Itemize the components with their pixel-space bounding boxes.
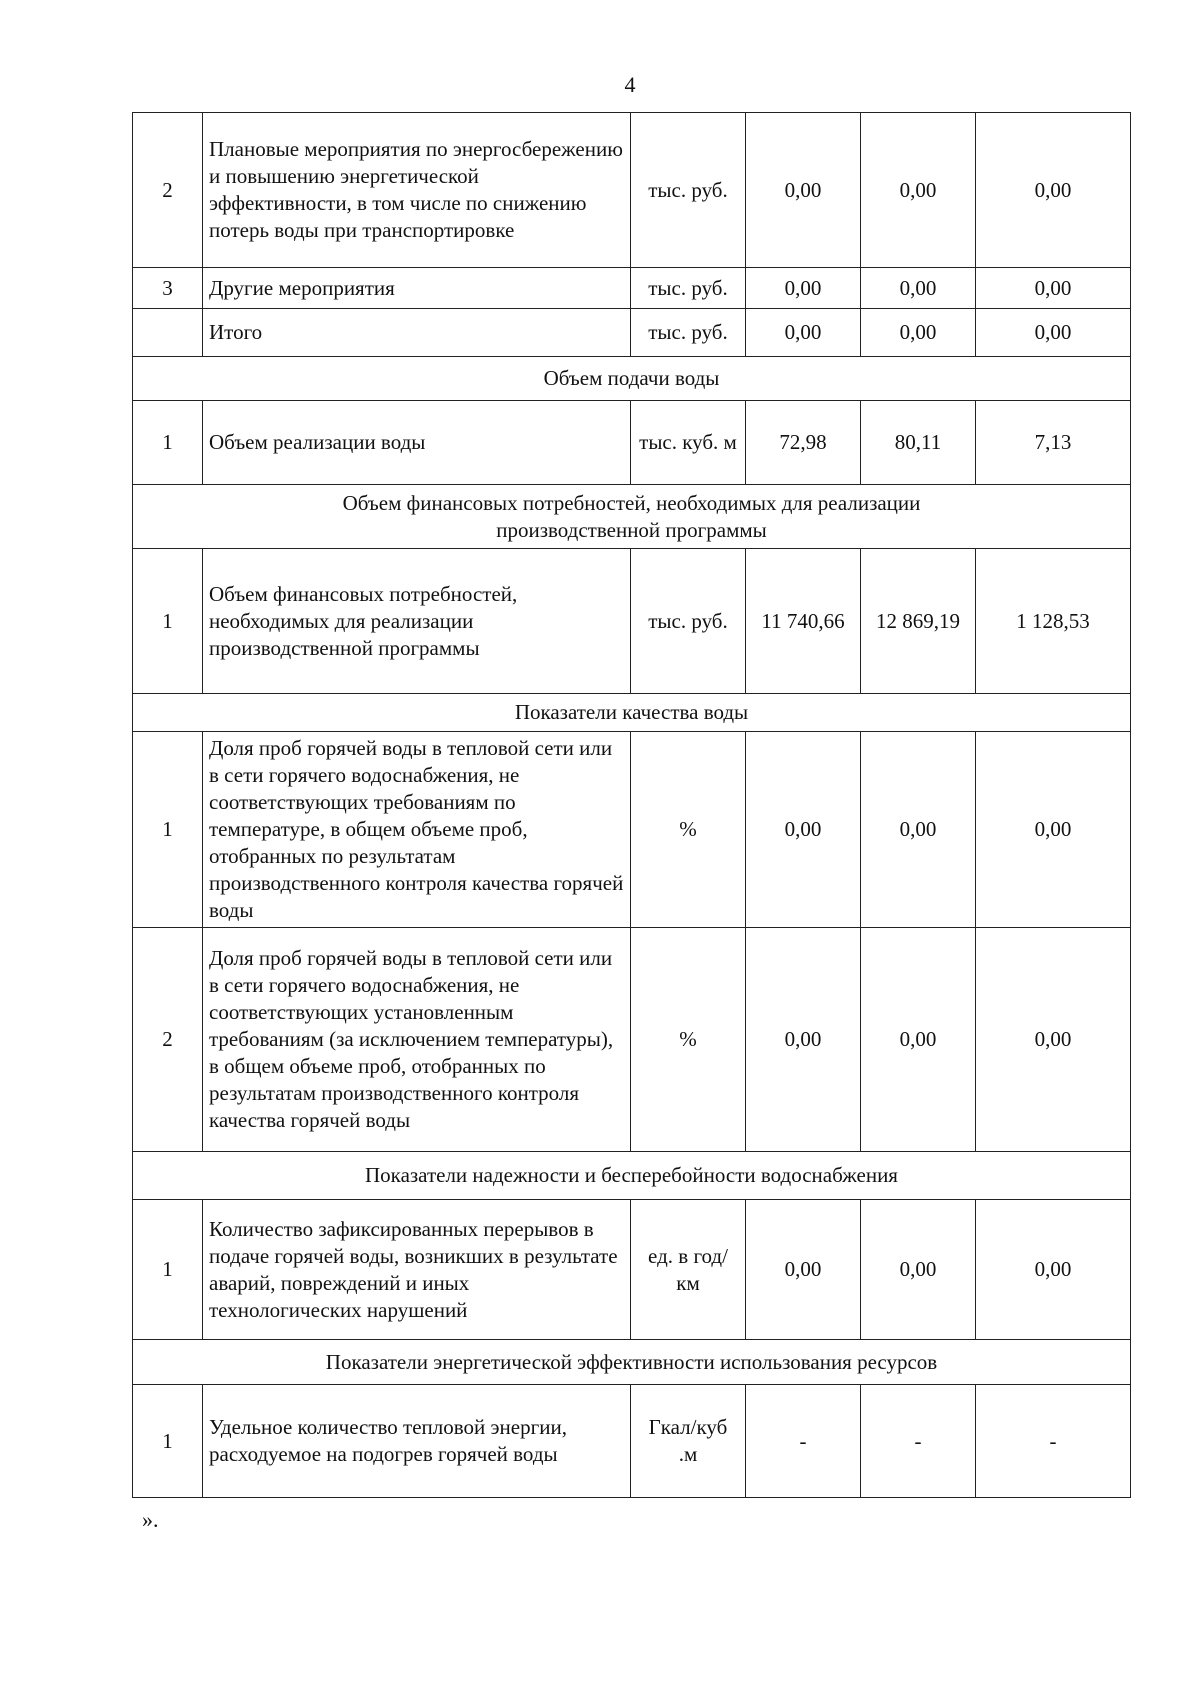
- row-unit: Гкал/куб .м: [631, 1385, 746, 1498]
- section-title: Показатели качества воды: [133, 694, 1131, 732]
- row-value-3: 0,00: [976, 113, 1131, 268]
- row-description: Объем финансовых потребностей, необходимых для реализации производственной программы: [203, 549, 631, 694]
- row-description: Доля проб горячей воды в тепловой сети или в сети горячего водоснабжения, не соответствующих установленным требованиям (за исключением температуры), в общем объеме проб, отобранных по результатам производственного контроля качества горячей воды: [203, 928, 631, 1152]
- section-row: [133, 1152, 1131, 1200]
- row-value-2: -: [861, 1385, 976, 1498]
- row-description: Плановые мероприятия по энергосбережению и повышению энергетической эффективности, в том числе по снижению потерь воды при транспортировке: [203, 113, 631, 268]
- row-number: 2: [133, 928, 203, 1152]
- row-unit: тыс. руб.: [631, 268, 746, 309]
- row-number: 3: [133, 268, 203, 309]
- row-description: Удельное количество тепловой энергии, расходуемое на подогрев горячей воды: [203, 1385, 631, 1498]
- row-value-2: 0,00: [861, 1200, 976, 1340]
- table-row: [133, 928, 1131, 1152]
- indicators-table: [132, 112, 1131, 1498]
- row-value-1: 0,00: [746, 309, 861, 357]
- table-row: [133, 401, 1131, 485]
- table-row: [133, 268, 1131, 309]
- row-description: Объем реализации воды: [203, 401, 631, 485]
- section-row: [133, 694, 1131, 732]
- row-unit: ед. в год/ км: [631, 1200, 746, 1340]
- row-value-1: 0,00: [746, 732, 861, 928]
- row-value-2: 0,00: [861, 928, 976, 1152]
- row-unit: тыс. руб.: [631, 549, 746, 694]
- row-value-3: -: [976, 1385, 1131, 1498]
- row-value-2: 80,11: [861, 401, 976, 485]
- row-value-1: 0,00: [746, 113, 861, 268]
- table-row: [133, 309, 1131, 357]
- row-value-2: 0,00: [861, 113, 976, 268]
- table-row: [133, 732, 1131, 928]
- table-row: [133, 549, 1131, 694]
- section-row: [133, 357, 1131, 401]
- row-value-1: 72,98: [746, 401, 861, 485]
- section-title: Показатели надежности и бесперебойности водоснабжения: [133, 1152, 1131, 1200]
- row-number: 2: [133, 113, 203, 268]
- row-value-2: 0,00: [861, 268, 976, 309]
- section-row: [133, 485, 1131, 549]
- row-value-1: 0,00: [746, 1200, 861, 1340]
- table-row: [133, 1385, 1131, 1498]
- row-value-1: 0,00: [746, 268, 861, 309]
- row-value-3: 0,00: [976, 268, 1131, 309]
- row-unit: %: [631, 732, 746, 928]
- row-unit: тыс. руб.: [631, 113, 746, 268]
- row-number: 1: [133, 401, 203, 485]
- row-value-1: 11 740,66: [746, 549, 861, 694]
- row-value-3: 0,00: [976, 1200, 1131, 1340]
- row-description: Доля проб горячей воды в тепловой сети или в сети горячего водоснабжения, не соответствующих требованиям по температуре, в общем объеме проб, отобранных по результатам производственного контроля качества горячей воды: [203, 732, 631, 928]
- row-value-1: -: [746, 1385, 861, 1498]
- row-number: 1: [133, 549, 203, 694]
- table-row: [133, 1200, 1131, 1340]
- section-row: [133, 1340, 1131, 1385]
- row-value-3: 1 128,53: [976, 549, 1131, 694]
- row-description: Итого: [203, 309, 631, 357]
- row-value-1: 0,00: [746, 928, 861, 1152]
- row-number: 1: [133, 1385, 203, 1498]
- row-value-2: 0,00: [861, 309, 976, 357]
- table-row: [133, 113, 1131, 268]
- row-value-3: 0,00: [976, 309, 1131, 357]
- closing-quote: ».: [142, 1507, 159, 1532]
- row-value-3: 0,00: [976, 928, 1131, 1152]
- row-number: [133, 309, 203, 357]
- section-title: Показатели энергетической эффективности использования ресурсов: [133, 1340, 1131, 1385]
- row-number: 1: [133, 1200, 203, 1340]
- row-unit: %: [631, 928, 746, 1152]
- row-number: 1: [133, 732, 203, 928]
- row-unit: тыс. руб.: [631, 309, 746, 357]
- row-value-2: 0,00: [861, 732, 976, 928]
- row-unit: тыс. куб. м: [631, 401, 746, 485]
- section-title: Объем финансовых потребностей, необходимых для реализации производственной программы: [133, 485, 1131, 549]
- row-description: Другие мероприятия: [203, 268, 631, 309]
- section-title: Объем подачи воды: [133, 357, 1131, 401]
- row-value-3: 0,00: [976, 732, 1131, 928]
- row-value-2: 12 869,19: [861, 549, 976, 694]
- row-value-3: 7,13: [976, 401, 1131, 485]
- row-description: Количество зафиксированных перерывов в подаче горячей воды, возникших в результате аварий, повреждений и иных технологических нарушений: [203, 1200, 631, 1340]
- page-number: 4: [624, 72, 636, 97]
